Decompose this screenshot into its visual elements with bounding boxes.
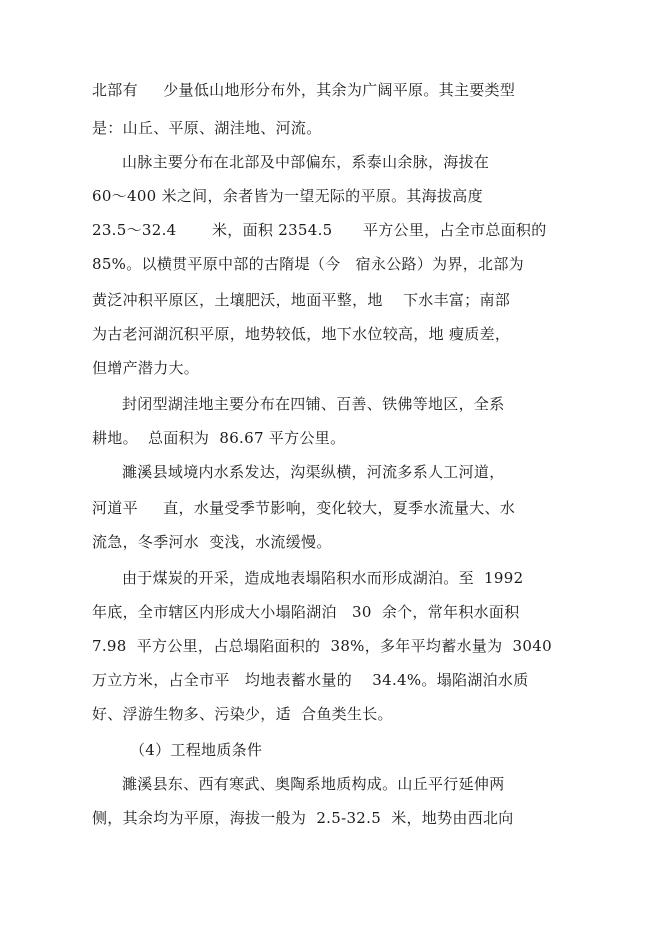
text-line: 山脉主要分布在北部及中部偏东，系泰山余脉，海拔在 <box>122 153 490 171</box>
text-line: 23.5～32.4 米，面积 2354.5 平方公里，占全市总面积的 <box>92 221 547 239</box>
text-line: 是：山丘、平原、湖洼地、河流。 <box>92 119 322 137</box>
text-line: 85%。以横贯平原中部的古隋堤（今 宿永公路）为界，北部为 <box>92 255 524 273</box>
text-line: 北部有 少量低山地形分布外，其余为广阔平原。其主要类型 <box>92 81 516 99</box>
text-line: 黄泛冲积平原区，土壤肥沃，地面平整，地 下水丰富；南部 <box>92 291 511 309</box>
text-line: 7.98 平方公里，占总塌陷面积的 38%，多年平均蓄水量为 3040 <box>92 637 552 655</box>
text-line: 但增产潜力大。 <box>92 359 200 377</box>
text-line: 河道平 直，水量受季节影响，变化较大，夏季水流量大、水 <box>92 499 516 517</box>
text-line: 万立方米，占全市平 均地表蓄水量的 34.4%。塌陷湖泊水质 <box>92 671 529 689</box>
text-line: 好、浮游生物多、污染少，适 合鱼类生长。 <box>92 705 393 723</box>
section-heading: （4）工程地质条件 <box>130 741 263 759</box>
text-line: 为古老河湖沉积平原，地势较低，地下水位较高，地 瘦质差， <box>92 325 511 343</box>
text-line: 濉溪县域境内水系发达，沟渠纵横，河流多系人工河道， <box>122 463 505 481</box>
text-line: 60～400 米之间，余者皆为一望无际的平原。其海拔高度 <box>92 187 483 205</box>
text-line: 流急，冬季河水 变浅，水流缓慢。 <box>92 533 332 551</box>
text-line: 封闭型湖洼地主要分布在四铺、百善、铁佛等地区，全系 <box>122 395 505 413</box>
text-line: 由于煤炭的开采，造成地表塌陷积水而形成湖泊。至 1992 <box>122 569 524 587</box>
text-line: 侧，其余均为平原，海拔一般为 2.5-32.5 米，地势由西北向 <box>92 809 514 827</box>
text-line: 耕地。 总面积为 86.67 平方公里。 <box>92 429 346 447</box>
text-line: 濉溪县东、西有寒武、奥陶系地质构成。山丘平行延伸两 <box>122 775 505 793</box>
text-line: 年底，全市辖区内形成大小塌陷湖泊 30 余个，常年积水面积 <box>92 603 520 621</box>
